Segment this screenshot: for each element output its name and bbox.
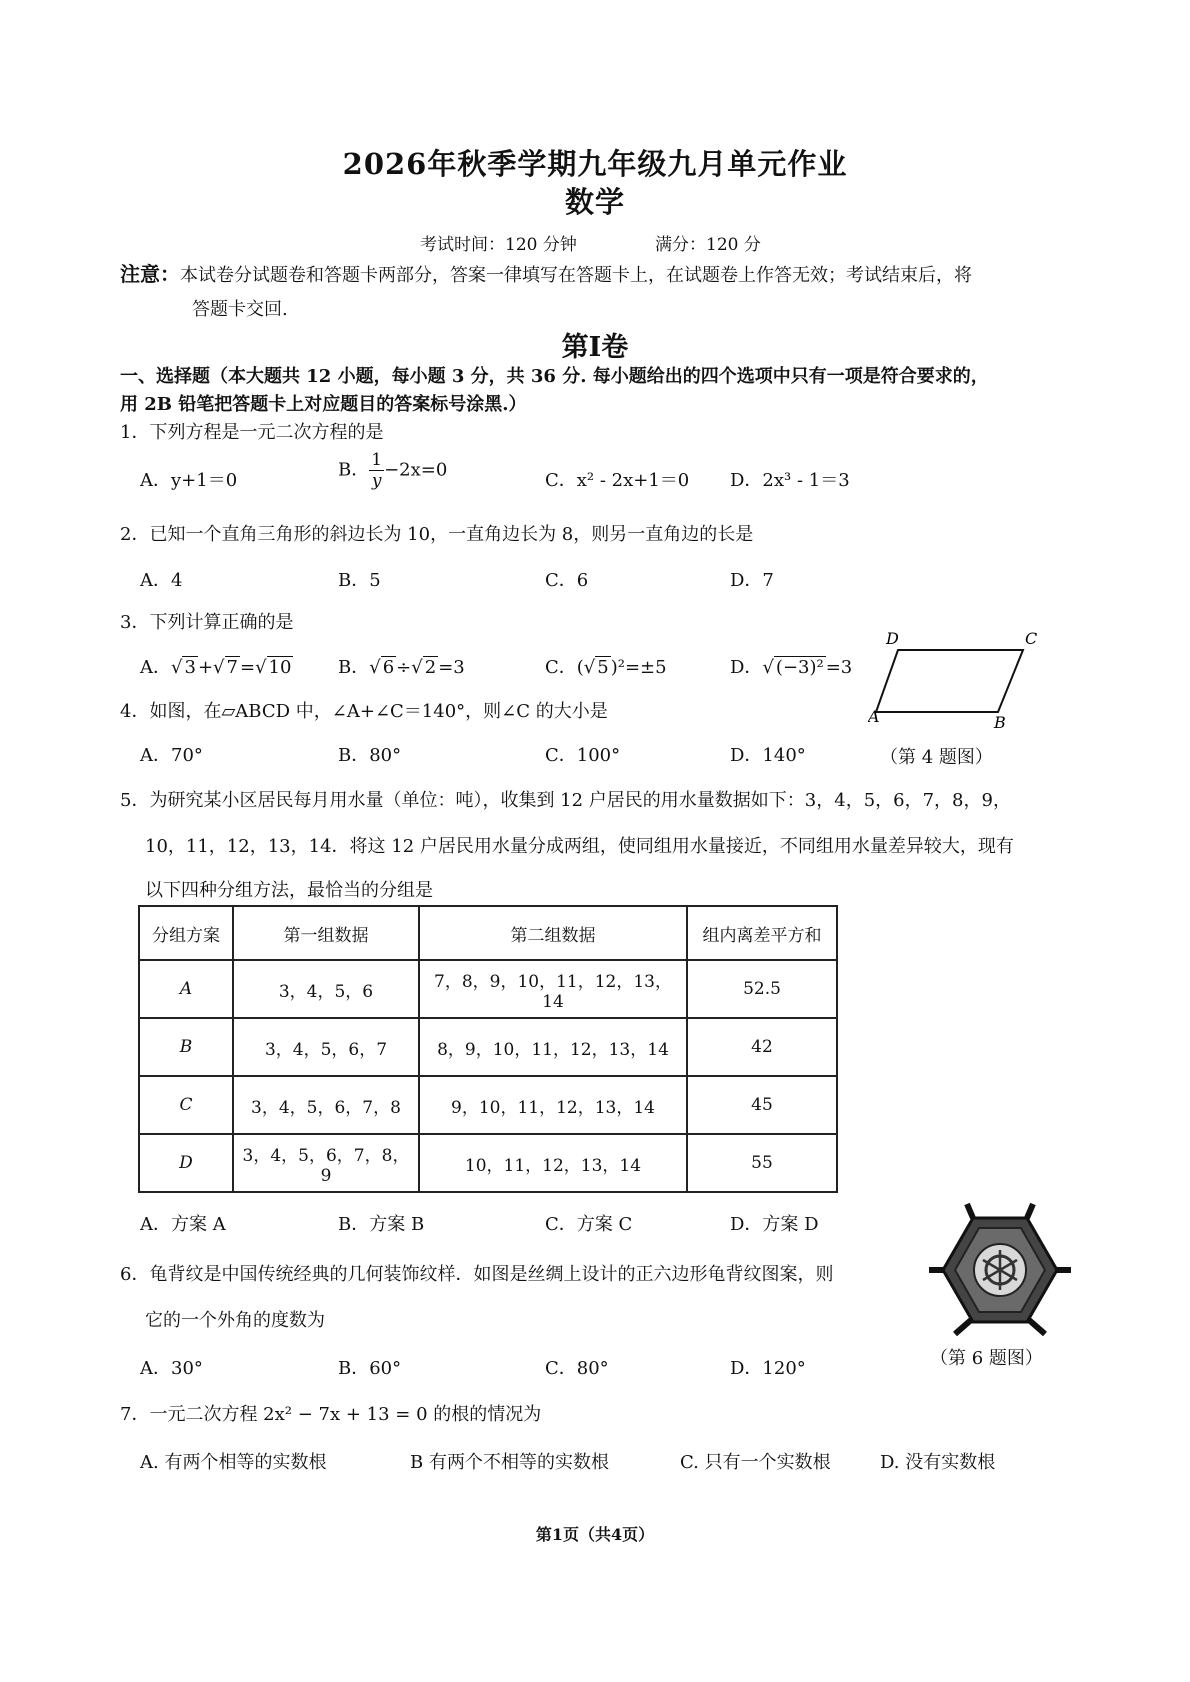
q4-option-d: D．140° [730,745,806,766]
q7-option-a: A. 有两个相等的实数根 [140,1452,327,1473]
notice-line-1 [120,258,972,287]
q4-stem: 4．如图，在▱ABCD 中，∠A+∠C＝140°，则∠C 的大小是 [120,701,608,722]
q3-a-equals: = [239,657,256,678]
row-group-1: 3，4，5，6，7，8 [233,1076,419,1134]
q3-a-radicand-1: 3 [184,657,196,678]
q3-a-plus: + [197,657,214,678]
q1-option-c: C．x² - 2x+1＝0 [545,470,690,491]
q3-a-radicand-2: 7 [226,657,238,678]
q6-turtle-shell-pattern-figure [925,1200,1075,1340]
q3-c-radicand: 5 [597,657,609,678]
row-sum-squares: 52.5 [687,960,837,1018]
q1-b-label: B． [338,459,370,481]
table-row [139,1018,837,1076]
parallelogram-shape [876,650,1023,712]
row-group-1: 3，4，5，6 [233,960,419,1018]
q6-line-1: 6．龟背纹是中国传统经典的几何装饰纹样．如图是丝绸上设计的正六边形龟背纹图案，则 [120,1264,834,1285]
q6-line-2: 它的一个外角的度数为 [145,1310,325,1331]
hex-spoke [955,1320,971,1334]
q7-option-d: D. 没有实数根 [880,1452,996,1473]
q1-stem: 1．下列方程是一元二次方程的是 [120,422,384,443]
q2-option-b: B．5 [338,570,381,591]
vertex-c-label: C [1025,630,1038,648]
row-scheme: B [139,1018,233,1076]
q6-option-b: B．60° [338,1358,402,1379]
q6-option-c: C．80° [545,1358,609,1379]
q3-d-result: =3 [825,657,853,678]
row-sum-squares: 55 [687,1134,837,1192]
q1-b-rest: −2x=0 [384,459,448,481]
header-sum-squares: 组内离差平方和 [687,906,837,960]
q1-option-d: D．2x³ - 1＝3 [730,470,850,491]
header-group-2: 第二组数据 [419,906,687,960]
q3-b-radicand-2: 2 [424,657,437,678]
row-group-1: 3，4，5，6，7，8，9 [233,1134,419,1192]
exam-title: 2026年秋季学期九年级九月单元作业 [342,147,848,181]
q5-line-2: 10，11，12，13，14．将这 12 户居民用水量分成两组，使同组用水量接近，不同组用水量差异较大，现有 [145,836,1014,857]
q5-line-3: 以下四种分组方法，最恰当的分组是 [145,880,433,901]
q1-b-denominator: y [371,471,382,491]
q5-grouping-table [138,905,838,1193]
vertex-b-label: B [994,713,1006,730]
q4-option-b: B．80° [338,745,402,766]
notice-line-2: 答题卡交回. [192,299,288,320]
q6-figure-caption: （第 6 题图） [930,1348,1043,1369]
q3-a-radicand-3: 10 [268,657,292,678]
q2-option-a: A．4 [140,570,183,591]
q5-line-1: 5．为研究某小区居民每月用水量（单位：吨），收集到 12 户居民的用水量数据如下：3，4，5，6，7，8，9， [120,790,1011,811]
q4-figure-caption: （第 4 题图） [880,747,993,768]
notice-label: 注意： [120,262,180,286]
q7-option-b: B 有两个不相等的实数根 [410,1452,609,1473]
notice-text-1: 本试卷分试题卷和答题卡两部分，答案一律填写在答题卡上，在试题卷上作答无效；考试结束后，将 [180,265,972,286]
row-sum-squares: 42 [687,1018,837,1076]
q2-option-c: C．6 [545,570,589,591]
q5-option-b: B．方案 B [338,1214,425,1235]
section-1-heading: 一、选择题（本大题共 12 小题，每小题 3 分，共 36 分. 每小题给出的四个选项中只有一项是符合要求的， [120,366,989,387]
vertex-a-label: A [868,707,880,726]
q3-c-label: C．( [545,657,584,678]
q3-b-radicand-1: 6 [382,657,395,678]
q1-b-fraction [369,450,384,491]
header-scheme: 分组方案 [139,906,233,960]
subject-title: 数学 [564,185,625,219]
q3-b-result: =3 [438,657,465,678]
q3-stem: 3．下列计算正确的是 [120,612,294,633]
q3-option-c: C．(√ 5 )²=±5 [545,657,667,678]
q6-option-d: D．120° [730,1358,806,1379]
q7-stem: 7．一元二次方程 2x² − 7x + 13 = 0 的根的情况为 [120,1404,542,1425]
exam-time: 考试时间：120 分钟 [420,235,577,255]
hex-spoke [1027,1204,1033,1218]
q5-option-c: C．方案 C [545,1214,633,1235]
q7-option-c: C. 只有一个实数根 [680,1452,831,1473]
table-header-row [139,906,837,960]
q3-d-label: D． [730,657,763,678]
q4-parallelogram-figure [868,630,1068,730]
row-group-2: 7，8，9，10，11，12，13，14 [419,960,687,1018]
header-group-1: 第一组数据 [233,906,419,960]
row-scheme: A [139,960,233,1018]
q1-b-numerator: 1 [371,450,383,470]
q3-b-divide: ÷ [396,657,412,678]
q3-a-label: A． [140,657,171,678]
q3-option-d: D．√ (−3)² =3 [730,657,853,678]
volume-title: 第I卷 [561,332,629,363]
hex-spoke [1029,1320,1045,1334]
q3-c-rest: )²=±5 [610,657,667,678]
q4-option-c: C．100° [545,745,621,766]
q6-option-a: A．30° [140,1358,203,1379]
q2-stem: 2．已知一个直角三角形的斜边长为 10，一直角边长为 8，则另一直角边的长是 [120,524,754,545]
section-1-heading-2: 用 2B 铅笔把答题卡上对应题目的答案标号涂黑.） [120,394,527,415]
hex-spoke [967,1204,973,1218]
row-group-2: 10，11，12，13，14 [419,1134,687,1192]
q5-option-d: D．方案 D [730,1214,819,1235]
q3-option-a: A．√ 3 +√ 7 =√ 10 [140,657,292,678]
full-score: 满分：120 分 [655,235,761,255]
page-number: 第1页（共4页） [535,1525,655,1544]
q2-option-d: D．7 [730,570,774,591]
q1-option-b [338,450,447,491]
table-row [139,1076,837,1134]
q5-option-a: A．方案 A [140,1214,226,1235]
row-group-2: 9，10，11，12，13，14 [419,1076,687,1134]
q3-d-radicand: (−3)² [775,657,824,678]
table-row [139,960,837,1018]
q3-b-label: B． [338,657,370,678]
row-group-2: 8，9，10，11，12，13，14 [419,1018,687,1076]
table-row [139,1134,837,1192]
q1-option-a: A．y+1＝0 [140,470,238,491]
row-scheme: D [139,1134,233,1192]
vertex-d-label: D [886,630,899,648]
q3-option-b: B．√ 6 ÷√ 2 =3 [338,657,465,678]
q4-option-a: A．70° [140,745,203,766]
row-sum-squares: 45 [687,1076,837,1134]
row-group-1: 3，4，5，6，7 [233,1018,419,1076]
row-scheme: C [139,1076,233,1134]
